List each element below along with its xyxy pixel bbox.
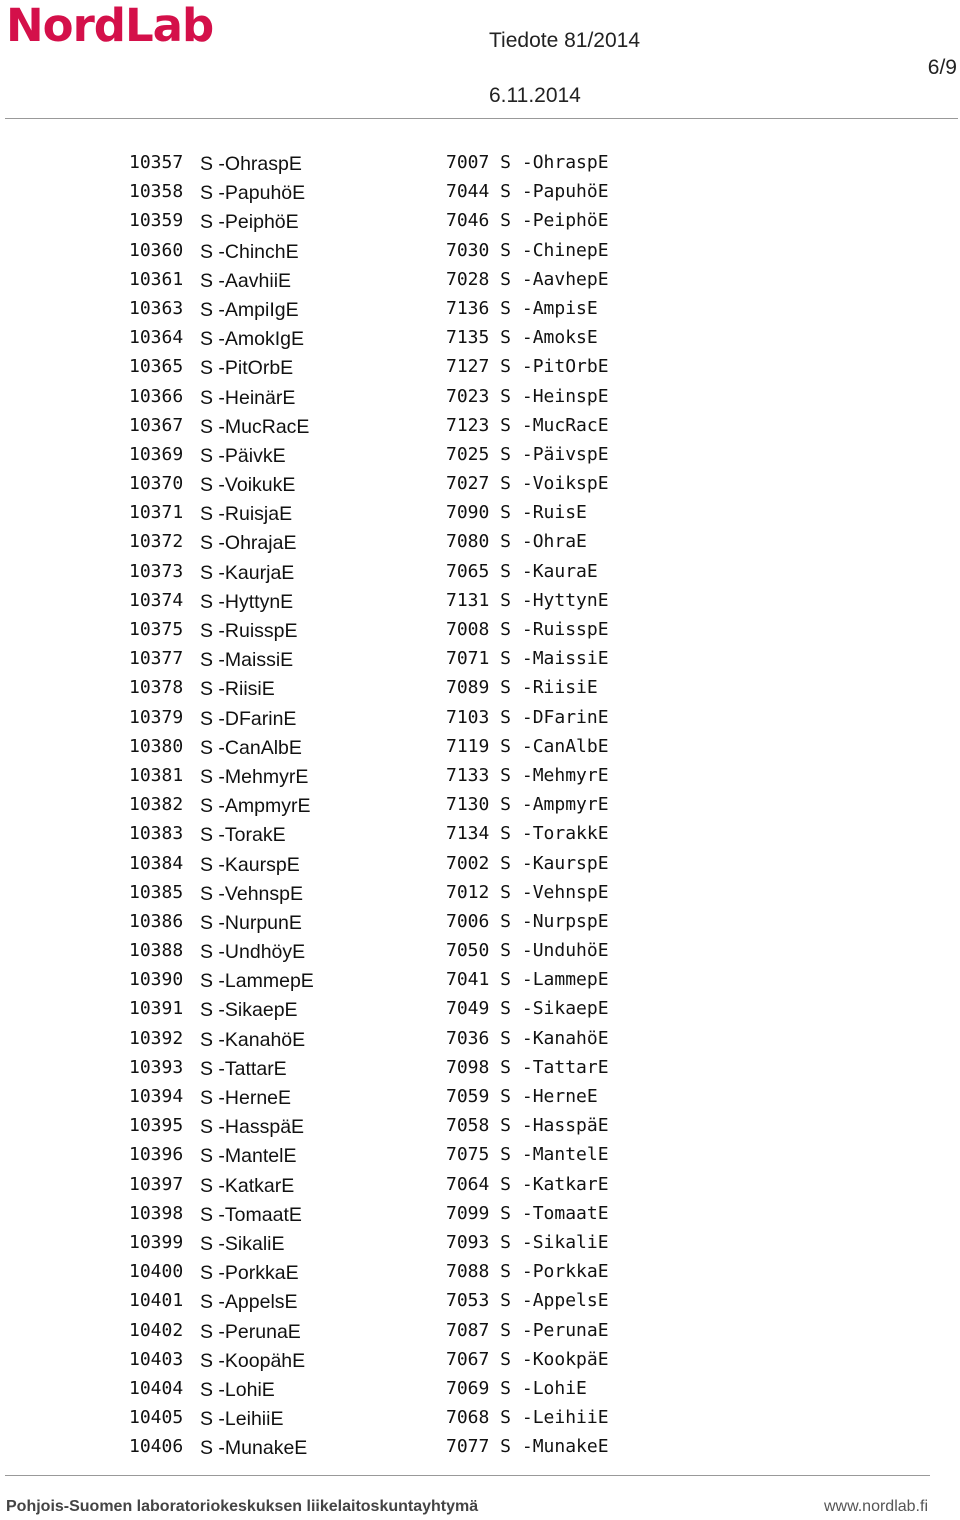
old-code: 10380 <box>129 735 184 757</box>
new-code-and-name: 7025 S -PäivspE <box>446 443 609 465</box>
new-code-and-name: 7080 S -OhraE <box>446 531 587 553</box>
old-test-name: S -CanAlbE <box>200 736 302 759</box>
old-test-name: S -KatkarE <box>200 1174 295 1197</box>
new-code-and-name: 7002 S -KaurspE <box>446 852 609 874</box>
list-item <box>0 965 960 994</box>
old-code: 10393 <box>129 1056 184 1078</box>
new-code-and-name: 7134 S -TorakkE <box>446 823 609 845</box>
bulletin-date: 6.11.2014 <box>489 84 581 107</box>
new-code-and-name: 7027 S -VoikspE <box>446 473 609 495</box>
new-code-and-name: 7071 S -MaissiE <box>446 648 609 670</box>
old-test-name: S -VoikukE <box>200 474 296 497</box>
old-code: 10370 <box>129 473 184 495</box>
new-code-and-name: 7065 S -KauraE <box>446 560 598 582</box>
list-item <box>0 1257 960 1286</box>
footer-divider <box>5 1475 930 1476</box>
new-code-and-name: 7028 S -AavhepE <box>446 268 609 290</box>
old-code: 10400 <box>129 1261 184 1283</box>
old-test-name: S -HeinärE <box>200 386 296 409</box>
old-code: 10396 <box>129 1144 184 1166</box>
list-item <box>0 236 960 265</box>
new-code-and-name: 7077 S -MunakeE <box>446 1436 609 1458</box>
new-code-and-name: 7103 S -DFarinE <box>446 706 609 728</box>
old-code: 10399 <box>129 1231 184 1253</box>
list-item <box>0 994 960 1023</box>
old-test-name: S -ChinchE <box>200 240 299 263</box>
old-code: 10361 <box>129 268 184 290</box>
old-test-name: S -OhraspE <box>200 153 302 175</box>
old-code: 10359 <box>129 210 184 232</box>
old-test-name: S -AppelsE <box>200 1291 298 1314</box>
old-test-name: S -UndhöyE <box>200 941 306 964</box>
list-item <box>0 265 960 294</box>
old-code: 10367 <box>129 414 184 436</box>
list-item <box>0 586 960 615</box>
new-code-and-name: 7044 S -PapuhöE <box>446 181 609 203</box>
list-item <box>0 1140 960 1169</box>
list-item <box>0 206 960 235</box>
old-code: 10369 <box>129 443 184 465</box>
old-test-name: S -KaurjaE <box>200 561 295 584</box>
new-code-and-name: 7127 S -PitOrbE <box>446 356 609 378</box>
list-item <box>0 1111 960 1140</box>
new-code-and-name: 7050 S -UnduhöE <box>446 940 609 962</box>
new-code-and-name: 7006 S -NurpspE <box>446 910 609 932</box>
old-code: 10394 <box>129 1086 184 1107</box>
old-test-name: S -AmokIgE <box>200 328 305 351</box>
old-test-name: S -MaissiE <box>200 649 294 672</box>
new-code-and-name: 7135 S -AmoksE <box>446 327 598 349</box>
old-test-name: S -MantelE <box>200 1145 297 1168</box>
list-item <box>0 1286 960 1315</box>
new-code-and-name: 7093 S -SikaliE <box>446 1231 609 1253</box>
list-item <box>0 294 960 323</box>
old-code: 10405 <box>129 1407 184 1429</box>
old-test-name: S -LohiE <box>200 1378 275 1401</box>
new-code-and-name: 7053 S -AppelsE <box>446 1290 609 1312</box>
old-code: 10406 <box>129 1436 184 1458</box>
list-item <box>0 1432 960 1461</box>
old-test-name: S -SikaepE <box>200 999 298 1022</box>
old-test-name: S -KanahöE <box>200 1028 306 1051</box>
old-test-name: S -AmpiIgE <box>200 298 299 321</box>
new-code-and-name: 7059 S -HerneE <box>446 1086 598 1107</box>
old-code: 10384 <box>129 852 184 874</box>
old-test-name: S -RuisjaE <box>200 503 293 526</box>
old-test-name: S -DFarinE <box>200 707 297 730</box>
old-code: 10403 <box>129 1348 184 1370</box>
old-code: 10379 <box>129 706 184 728</box>
old-code: 10372 <box>129 531 184 553</box>
old-test-name: S -LeihiiE <box>200 1408 284 1431</box>
new-code-and-name: 7075 S -MantelE <box>446 1144 609 1166</box>
list-item <box>0 498 960 527</box>
new-code-and-name: 7049 S -SikaepE <box>446 998 609 1020</box>
list-item <box>0 761 960 790</box>
old-code: 10374 <box>129 589 184 611</box>
old-test-name: S -MucRacE <box>200 415 310 438</box>
bulletin-number: Tiedote 81/2014 <box>489 29 641 52</box>
old-test-name: S -HerneE <box>200 1087 292 1109</box>
list-item <box>0 819 960 848</box>
list-item <box>0 1170 960 1199</box>
old-code: 10375 <box>129 619 184 640</box>
list-item <box>0 703 960 732</box>
old-code: 10366 <box>129 385 184 407</box>
old-code: 10404 <box>129 1377 184 1399</box>
new-code-and-name: 7099 S -TomaatE <box>446 1202 609 1224</box>
new-code-and-name: 7036 S -KanahöE <box>446 1027 609 1049</box>
page-number: 6/9 <box>927 56 957 79</box>
list-item <box>0 644 960 673</box>
old-test-name: S -HasspäE <box>200 1116 305 1139</box>
old-test-name: S -KoopähE <box>200 1349 306 1372</box>
new-code-and-name: 7119 S -CanAlbE <box>446 735 609 757</box>
old-test-name: S -PeiphöE <box>200 211 299 234</box>
list-item <box>0 1403 960 1432</box>
list-item <box>0 936 960 965</box>
old-test-name: S -AavhiiE <box>200 269 292 292</box>
footer-website: www.nordlab.fi <box>823 1498 928 1515</box>
new-code-and-name: 7098 S -TattarE <box>446 1056 609 1078</box>
new-code-and-name: 7030 S -ChinepE <box>446 239 609 261</box>
list-item <box>0 557 960 586</box>
old-code: 10390 <box>129 969 184 991</box>
old-code: 10391 <box>129 998 184 1020</box>
list-item <box>0 148 960 177</box>
old-test-name: S -KaurspE <box>200 853 300 876</box>
new-code-and-name: 7123 S -MucRacE <box>446 414 609 436</box>
old-test-name: S -NurpunE <box>200 911 302 934</box>
list-item <box>0 1228 960 1257</box>
list-item <box>0 1199 960 1228</box>
list-item <box>0 878 960 907</box>
old-code: 10365 <box>129 356 184 378</box>
old-code: 10382 <box>129 794 184 816</box>
new-code-and-name: 7089 S -RiisiE <box>446 677 598 699</box>
list-item <box>0 411 960 440</box>
old-test-name: S -RiisiE <box>200 678 275 701</box>
old-test-name: S -PorkkaE <box>200 1262 299 1285</box>
old-test-name: S -RuisspE <box>200 620 298 642</box>
old-test-name: S -MehmyrE <box>200 765 309 788</box>
new-code-and-name: 7012 S -VehnspE <box>446 881 609 903</box>
list-item <box>0 1082 960 1111</box>
list-item <box>0 382 960 411</box>
old-code: 10398 <box>129 1202 184 1224</box>
new-code-and-name: 7023 S -HeinspE <box>446 385 609 407</box>
old-code: 10360 <box>129 239 184 261</box>
list-item <box>0 673 960 702</box>
new-code-and-name: 7064 S -KatkarE <box>446 1173 609 1195</box>
old-test-name: S -VehnspE <box>200 882 303 905</box>
old-test-name: S -PäivkE <box>200 444 286 467</box>
list-item <box>0 849 960 878</box>
list-item <box>0 1053 960 1082</box>
new-code-and-name: 7130 S -AmpmyrE <box>446 794 609 816</box>
new-code-and-name: 7069 S -LohiE <box>446 1377 587 1399</box>
new-code-and-name: 7046 S -PeiphöE <box>446 210 609 232</box>
old-test-name: S -SikaliE <box>200 1232 285 1255</box>
new-code-and-name: 7131 S -HyttynE <box>446 589 609 611</box>
list-item <box>0 1316 960 1345</box>
old-code: 10378 <box>129 677 184 699</box>
old-test-name: S -TomaatE <box>200 1203 302 1226</box>
old-code: 10401 <box>129 1290 184 1312</box>
old-code: 10388 <box>129 940 184 962</box>
old-test-name: S -TorakE <box>200 824 286 847</box>
old-code: 10373 <box>129 560 184 582</box>
list-item <box>0 177 960 206</box>
list-item <box>0 527 960 556</box>
new-code-and-name: 7136 S -AmpisE <box>446 297 598 319</box>
old-code: 10364 <box>129 327 184 349</box>
list-item <box>0 732 960 761</box>
old-code: 10397 <box>129 1173 184 1195</box>
old-code: 10392 <box>129 1027 184 1049</box>
list-item <box>0 469 960 498</box>
old-test-name: S -LammepE <box>200 970 314 993</box>
new-code-and-name: 7133 S -MehmyrE <box>446 764 609 786</box>
new-code-and-name: 7008 S -RuisspE <box>446 619 609 640</box>
old-code: 10402 <box>129 1319 184 1341</box>
list-item <box>0 615 960 644</box>
old-code: 10383 <box>129 823 184 845</box>
old-code: 10363 <box>129 297 184 319</box>
footer-organization: Pohjois-Suomen laboratoriokeskuksen liikelaitoskuntayhtymä <box>6 1498 479 1515</box>
list-item <box>0 1345 960 1374</box>
old-test-name: S -PitOrbE <box>200 357 294 380</box>
old-code: 10371 <box>129 502 184 524</box>
old-code: 10381 <box>129 764 184 786</box>
old-test-name: S -TattarE <box>200 1057 287 1080</box>
old-code: 10377 <box>129 648 184 670</box>
old-test-name: S -AmpmyrE <box>200 795 311 818</box>
old-test-name: S -OhrajaE <box>200 532 297 555</box>
old-code: 10358 <box>129 181 184 203</box>
new-code-and-name: 7068 S -LeihiiE <box>446 1407 609 1429</box>
new-code-and-name: 7067 S -KookpäE <box>446 1348 609 1370</box>
new-code-and-name: 7041 S -LammepE <box>446 969 609 991</box>
old-test-name: S -MunakeE <box>200 1437 308 1460</box>
new-code-and-name: 7087 S -PerunaE <box>446 1319 609 1341</box>
list-item <box>0 1374 960 1403</box>
old-code: 10357 <box>129 152 184 173</box>
old-test-name: S -HyttynE <box>200 590 294 613</box>
nordlab-logo: NordLab <box>6 0 214 52</box>
list-item <box>0 440 960 469</box>
list-item <box>0 790 960 819</box>
new-code-and-name: 7058 S -HasspäE <box>446 1115 609 1137</box>
old-code: 10395 <box>129 1115 184 1137</box>
new-code-and-name: 7088 S -PorkkaE <box>446 1261 609 1283</box>
new-code-and-name: 7090 S -RuisE <box>446 502 587 524</box>
old-code: 10386 <box>129 910 184 932</box>
list-item <box>0 1024 960 1053</box>
old-code: 10385 <box>129 881 184 903</box>
code-mapping-list <box>0 148 960 1461</box>
header-divider <box>5 118 958 119</box>
list-item <box>0 352 960 381</box>
list-item <box>0 323 960 352</box>
old-test-name: S -PapuhöE <box>200 182 306 205</box>
old-test-name: S -PerunaE <box>200 1320 301 1343</box>
new-code-and-name: 7007 S -OhraspE <box>446 152 609 173</box>
list-item <box>0 907 960 936</box>
